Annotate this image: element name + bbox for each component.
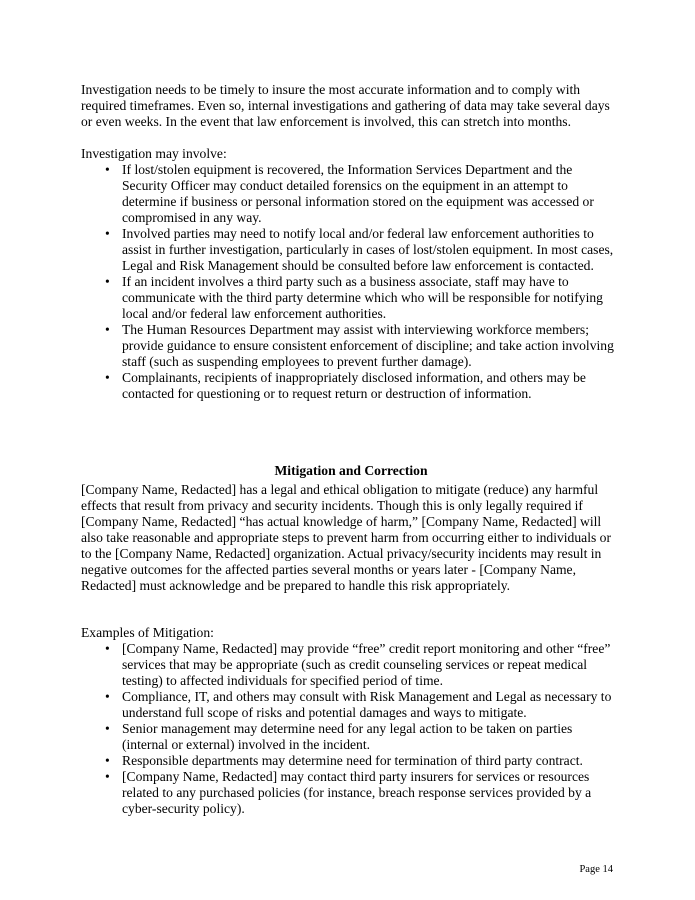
list-item	[81, 641, 621, 689]
bullet-icon: •	[105, 689, 110, 704]
list-item-text: Senior management may determine need for any legal action to be taken on parties (internal or external) involved in the incident.	[122, 721, 573, 752]
list-item	[81, 769, 621, 817]
list-item	[81, 753, 621, 769]
bullet-icon: •	[105, 641, 110, 656]
list-item-text: The Human Resources Department may assist with interviewing workforce members; provide guidance to ensure consistent enforcement of discipline; and take action involving staff (such as suspending employees to prevent further damage).	[122, 322, 614, 369]
mitigation-body-paragraph: [Company Name, Redacted] has a legal and ethical obligation to mitigate (reduce) any harmful effects that result from privacy and security incidents. Though this is only legally required if [Company Name, Redacted] “has actual knowledge of harm,” [Company Name, Redacted] will also take reasonable and appropriate steps to prevent harm from occurring either to individuals or to the [Company Name, Redacted] organization. Actual privacy/security incidents may result in negative outcomes for the affected parties several months or years later - [Company Name, Redacted] must acknowledge and be prepared to handle this risk appropriately.	[81, 482, 611, 593]
bullet-icon: •	[105, 721, 110, 736]
investigation-bullet-list	[81, 162, 621, 402]
list-item	[81, 162, 621, 226]
bullet-icon: •	[105, 753, 110, 768]
mitigation-bullet-list	[81, 641, 621, 817]
list-item-text: If an incident involves a third party such as a business associate, staff may have to communicate with the third party determine which who will be responsible for notifying local and/or federal law enforcement authorities.	[122, 274, 603, 321]
bullet-icon: •	[105, 274, 110, 289]
list-item-text: Involved parties may need to notify local and/or federal law enforcement authorities to assist in further investigation, particularly in cases of lost/stolen equipment. In most cases, Legal and Risk Management should be consulted before law enforcement is contacted.	[122, 226, 614, 273]
bullet-icon: •	[105, 322, 110, 337]
list-item	[81, 226, 621, 274]
list-item	[81, 322, 621, 370]
list-item-text: [Company Name, Redacted] may contact third party insurers for services or resources related to any purchased policies (for instance, breach response services provided by a cyber-security policy).	[122, 769, 592, 816]
bullet-icon: •	[105, 162, 110, 177]
list-item	[81, 689, 621, 721]
bullet-icon: •	[105, 226, 110, 241]
list-item-text: Complainants, recipients of inappropriately disclosed information, and others may be contacted for questioning or to request return or destruction of information.	[122, 370, 586, 401]
page-number: Page 14	[579, 864, 613, 875]
bullet-icon: •	[105, 769, 110, 784]
investigation-intro-paragraph: Investigation needs to be timely to insure the most accurate information and to comply with required timeframes. Even so, internal investigations and gathering of data may take several days or even weeks. In the event that law enforcement is involved, this can stretch into months.	[81, 82, 610, 129]
list-item-text: [Company Name, Redacted] may provide “free” credit report monitoring and other “free” services that may be appropriate (such as credit counseling services or repeat medical testing) to affected individuals for specified period of time.	[122, 641, 611, 688]
list-item-text: Compliance, IT, and others may consult with Risk Management and Legal as necessary to understand full scope of risks and potential damages and ways to mitigate.	[122, 689, 612, 720]
list-item-text: Responsible departments may determine need for termination of third party contract.	[122, 753, 583, 768]
list-item	[81, 274, 621, 322]
bullet-icon: •	[105, 370, 110, 385]
list-item	[81, 721, 621, 753]
investigation-list-heading: Investigation may involve:	[81, 146, 227, 161]
list-item-text: If lost/stolen equipment is recovered, the Information Services Department and the Security Officer may conduct detailed forensics on the equipment in an attempt to determine if business or personal information stored on the equipment was accessed or compromised in any way.	[122, 162, 594, 225]
list-item	[81, 370, 621, 402]
mitigation-list-heading: Examples of Mitigation:	[81, 625, 214, 640]
section-heading: Mitigation and Correction	[274, 463, 428, 478]
